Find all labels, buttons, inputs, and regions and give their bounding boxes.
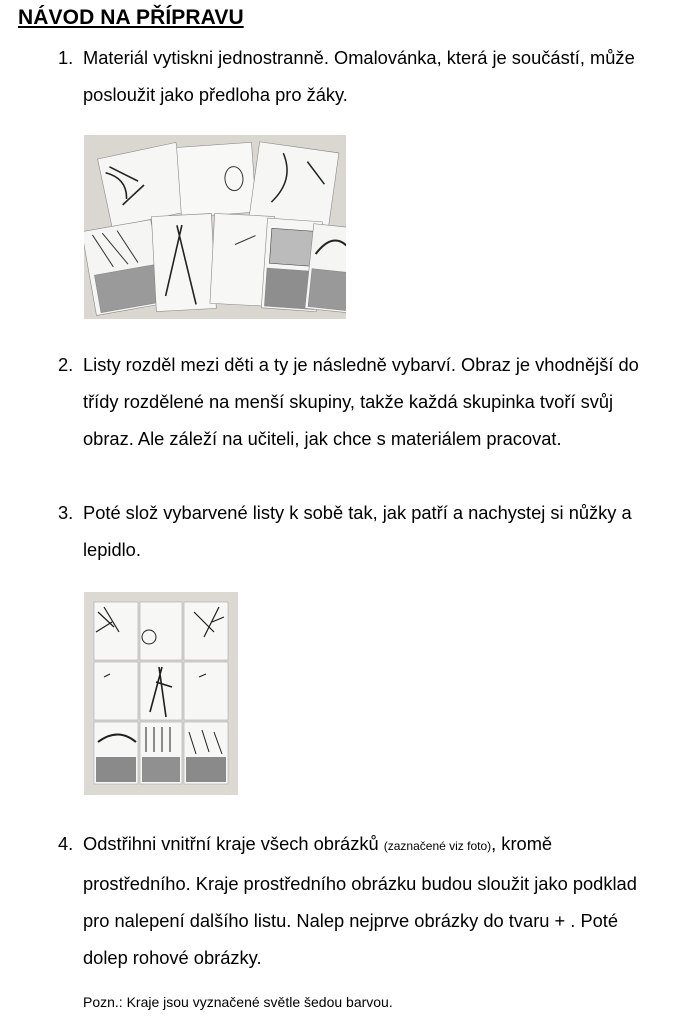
step-number: 4. xyxy=(58,833,74,854)
step-text: Materiál vytiskni jednostranně. Omalovánka, která je součástí, může posloužit jako předloha pro žáky. xyxy=(83,47,635,105)
step-text: Listy rozděl mezi děti a ty je následně vybarví. Obraz je vhodnější do třídy rozdělené na menší skupiny, takže každá skupinka tvoří svůj obraz. Ale záleží na učiteli, jak chce s materiálem pracovat. xyxy=(83,354,639,449)
step-text-part-b: , kromě prostředního. Kraje prostředního obrázku budou sloužit jako podklad pro nalepení dalšího listu. Nalep nejprve obrázky do tvaru + . Poté dolep rohové obrázky. xyxy=(83,833,637,968)
step-text-part-a: Odstřihni vnitřní kraje všech obrázků xyxy=(83,833,384,854)
step-text xyxy=(83,825,658,976)
step-text: Poté slož vybarvené listy k sobě tak, jak patří a nachystej si nůžky a lepidlo. xyxy=(83,502,632,560)
note: Pozn.: Kraje jsou vyznačené světle šedou barvou. xyxy=(83,994,393,1010)
step-text-small: (zaznačené viz foto) xyxy=(383,839,492,853)
step-1 xyxy=(58,39,658,113)
step-number: 3. xyxy=(58,502,74,523)
step-number: 2. xyxy=(58,354,74,375)
step-number: 1. xyxy=(58,47,74,68)
step-3 xyxy=(58,494,658,568)
step-4 xyxy=(58,825,658,976)
step-2 xyxy=(58,346,658,457)
page-title: NÁVOD NA PŘÍPRAVU xyxy=(18,6,244,29)
arranged-sheets-photo xyxy=(84,592,238,795)
scattered-sheets-photo xyxy=(84,135,346,319)
